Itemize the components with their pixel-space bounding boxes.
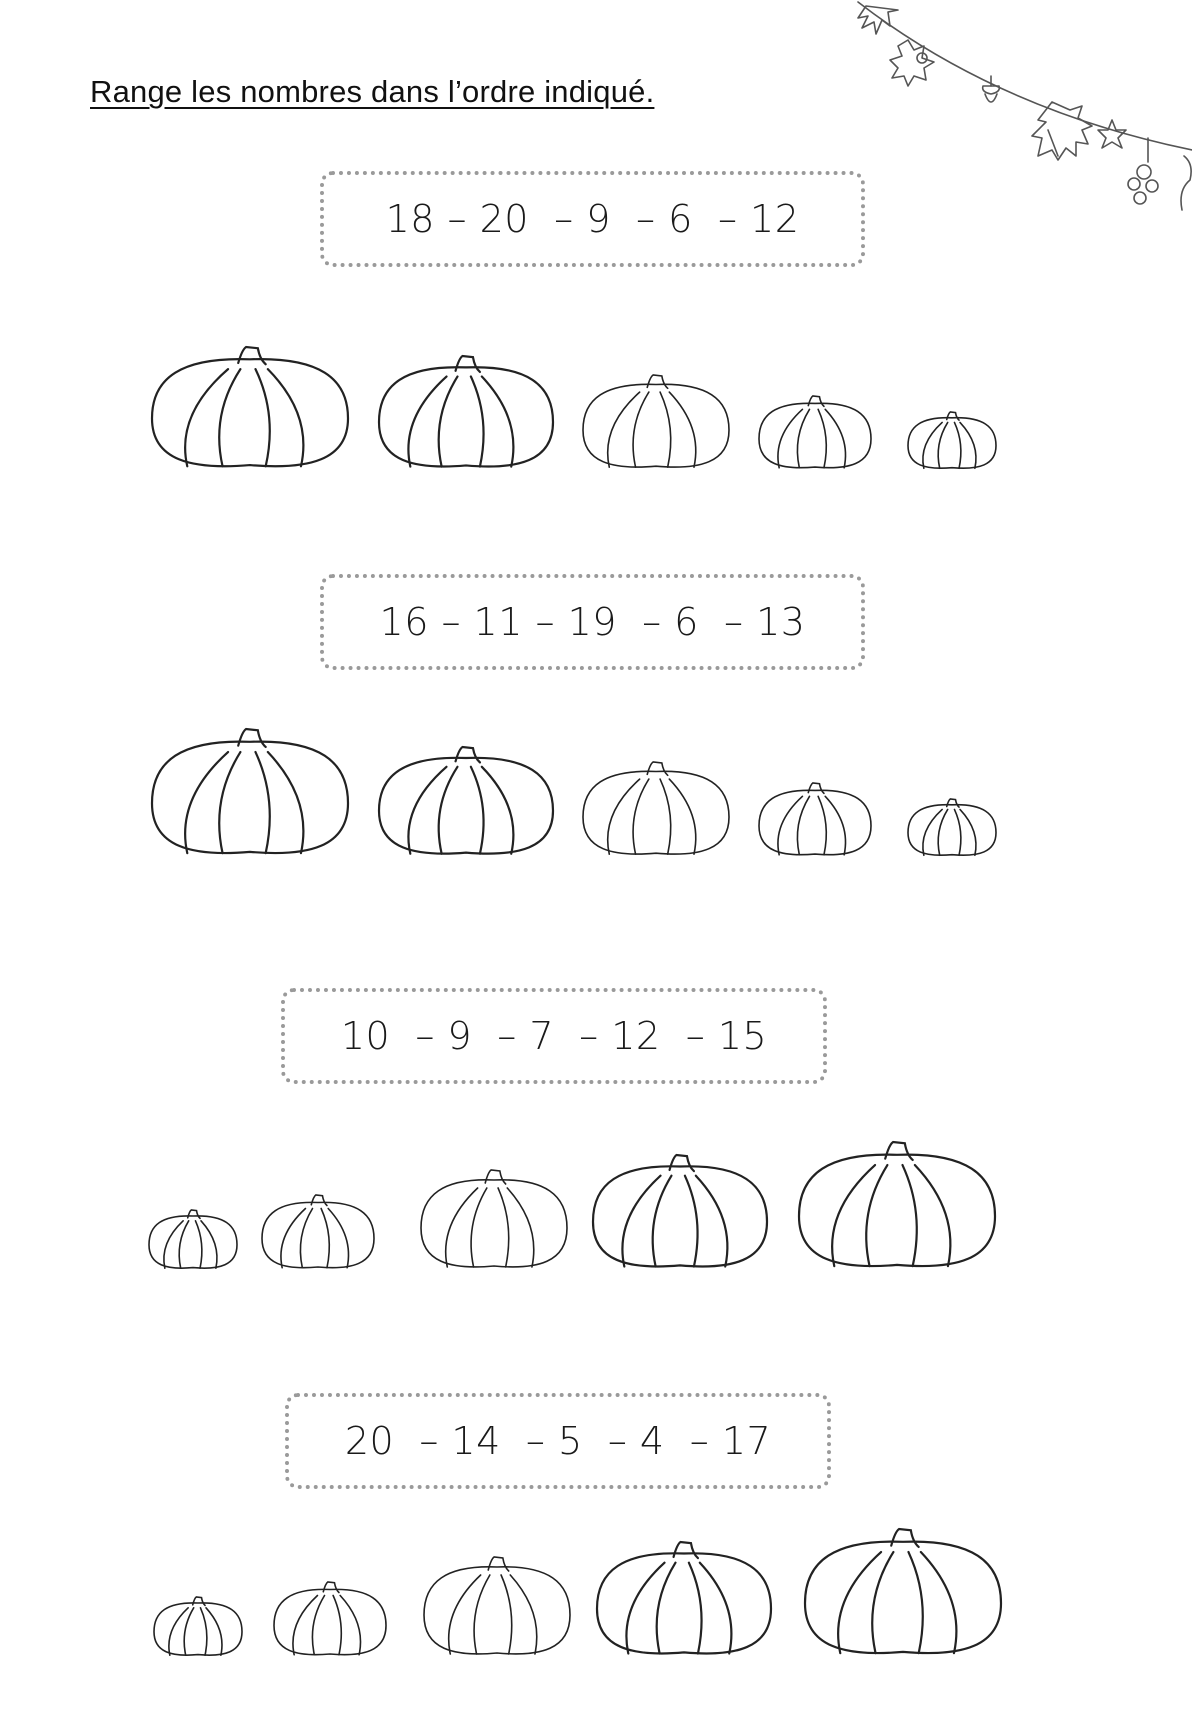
pumpkin-icon bbox=[262, 1195, 374, 1268]
numbers-box-1: 18 – 20 – 9 – 6 – 12 bbox=[320, 171, 865, 267]
pumpkin-icon bbox=[805, 1529, 1001, 1653]
pumpkin-icon bbox=[908, 412, 996, 468]
pumpkin-icon bbox=[597, 1542, 771, 1654]
pumpkin-icon bbox=[149, 1210, 237, 1268]
pumpkin-icon bbox=[379, 747, 553, 854]
pumpkin-icon bbox=[908, 799, 996, 855]
numbers-box-3: 10 – 9 – 7 – 12 – 15 bbox=[281, 988, 827, 1084]
pumpkin-icon bbox=[799, 1142, 995, 1266]
pumpkin-row-3 bbox=[0, 1130, 1192, 1280]
pumpkin-icon bbox=[583, 375, 729, 467]
pumpkin-icon bbox=[759, 396, 871, 468]
numbers-box-2: 16 – 11 – 19 – 6 – 13 bbox=[320, 574, 865, 670]
pumpkin-icon bbox=[379, 356, 553, 467]
pumpkin-icon bbox=[593, 1155, 767, 1267]
numbers-box-4: 20 – 14 – 5 – 4 – 17 bbox=[285, 1393, 831, 1489]
pumpkin-icon bbox=[154, 1597, 242, 1655]
pumpkin-icon bbox=[424, 1557, 570, 1654]
pumpkin-icon bbox=[759, 783, 871, 855]
instruction-title: Range les nombres dans l’ordre indiqué. bbox=[90, 74, 655, 109]
pumpkin-row-2 bbox=[0, 717, 1192, 867]
pumpkin-icon bbox=[274, 1582, 386, 1655]
pumpkin-row-1 bbox=[0, 330, 1192, 480]
pumpkin-icon bbox=[421, 1170, 567, 1267]
pumpkin-icon bbox=[152, 347, 348, 466]
pumpkin-icon bbox=[583, 762, 729, 854]
autumn-garland-icon bbox=[838, 0, 1192, 225]
pumpkin-icon bbox=[152, 729, 348, 853]
pumpkin-row-4 bbox=[0, 1517, 1192, 1667]
